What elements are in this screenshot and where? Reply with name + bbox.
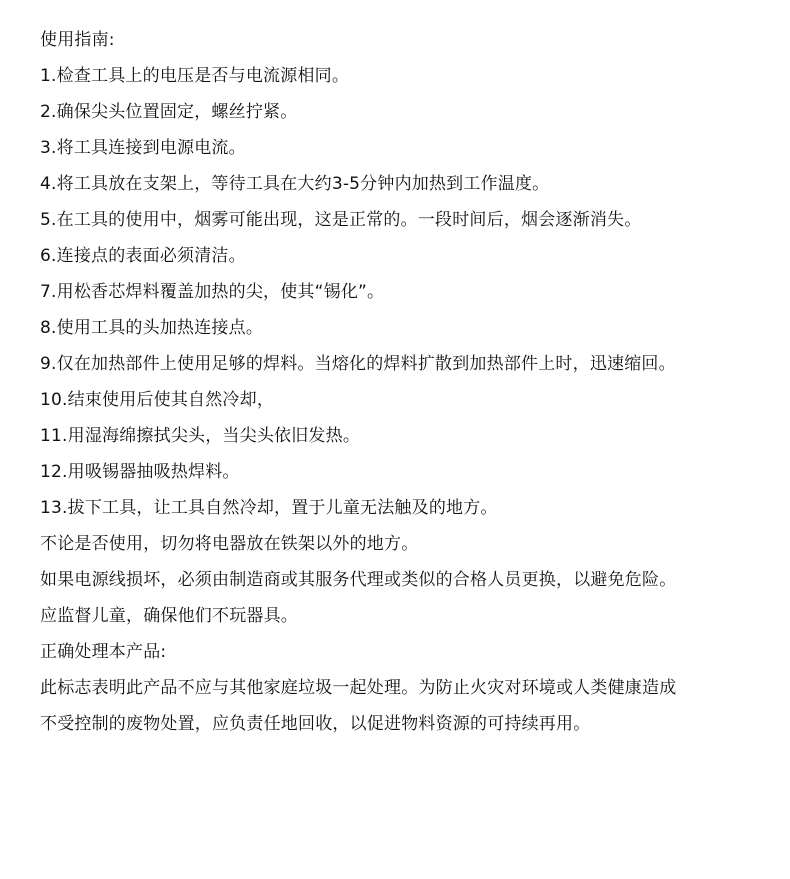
step-item: 2.确保尖头位置固定，螺丝拧紧。 — [40, 102, 298, 122]
step-item: 10.结束使用后使其自然冷却， — [40, 390, 275, 410]
step-item: 5.在工具的使用中，烟雾可能出现，这是正常的。一段时间后，烟会逐渐消失。 — [40, 210, 642, 230]
disposal-heading: 正确处理本产品: — [40, 642, 167, 662]
step-item: 11.用湿海绵擦拭尖头，当尖头依旧发热。 — [40, 426, 361, 446]
disposal-text-line: 此标志表明此产品不应与其他家庭垃圾一起处理。为防止火灾对环境或人类健康造成 — [40, 678, 677, 698]
instruction-document — [40, 22, 785, 742]
step-item: 3.将工具连接到电源电流。 — [40, 138, 246, 158]
step-item: 6.连接点的表面必须清洁。 — [40, 246, 246, 266]
warnings-list — [40, 526, 785, 634]
disposal-paragraph — [40, 670, 785, 742]
step-item: 7.用松香芯焊料覆盖加热的尖，使其“锡化”。 — [40, 282, 385, 302]
warning-item: 不论是否使用，切勿将电器放在铁架以外的地方。 — [40, 534, 419, 554]
warning-item: 如果电源线损坏，必须由制造商或其服务代理或类似的合格人员更换，以避免危险。 — [40, 570, 677, 590]
step-item: 13.拔下工具，让工具自然冷却，置于儿童无法触及的地方。 — [40, 498, 498, 518]
disposal-text-line: 不受控制的废物处置，应负责任地回收，以促进物料资源的可持续再用。 — [40, 714, 591, 734]
usage-heading: 使用指南: — [40, 30, 115, 50]
steps-list — [40, 58, 785, 526]
step-item: 4.将工具放在支架上，等待工具在大约3-5分钟内加热到工作温度。 — [40, 174, 550, 194]
step-item: 12.用吸锡器抽吸热焊料。 — [40, 462, 240, 482]
step-item: 1.检查工具上的电压是否与电流源相同。 — [40, 66, 350, 86]
warning-item: 应监督儿童，确保他们不玩器具。 — [40, 606, 298, 626]
step-item: 8.使用工具的头加热连接点。 — [40, 318, 264, 338]
step-item: 9.仅在加热部件上使用足够的焊料。当熔化的焊料扩散到加热部件上时，迅速缩回。 — [40, 354, 676, 374]
